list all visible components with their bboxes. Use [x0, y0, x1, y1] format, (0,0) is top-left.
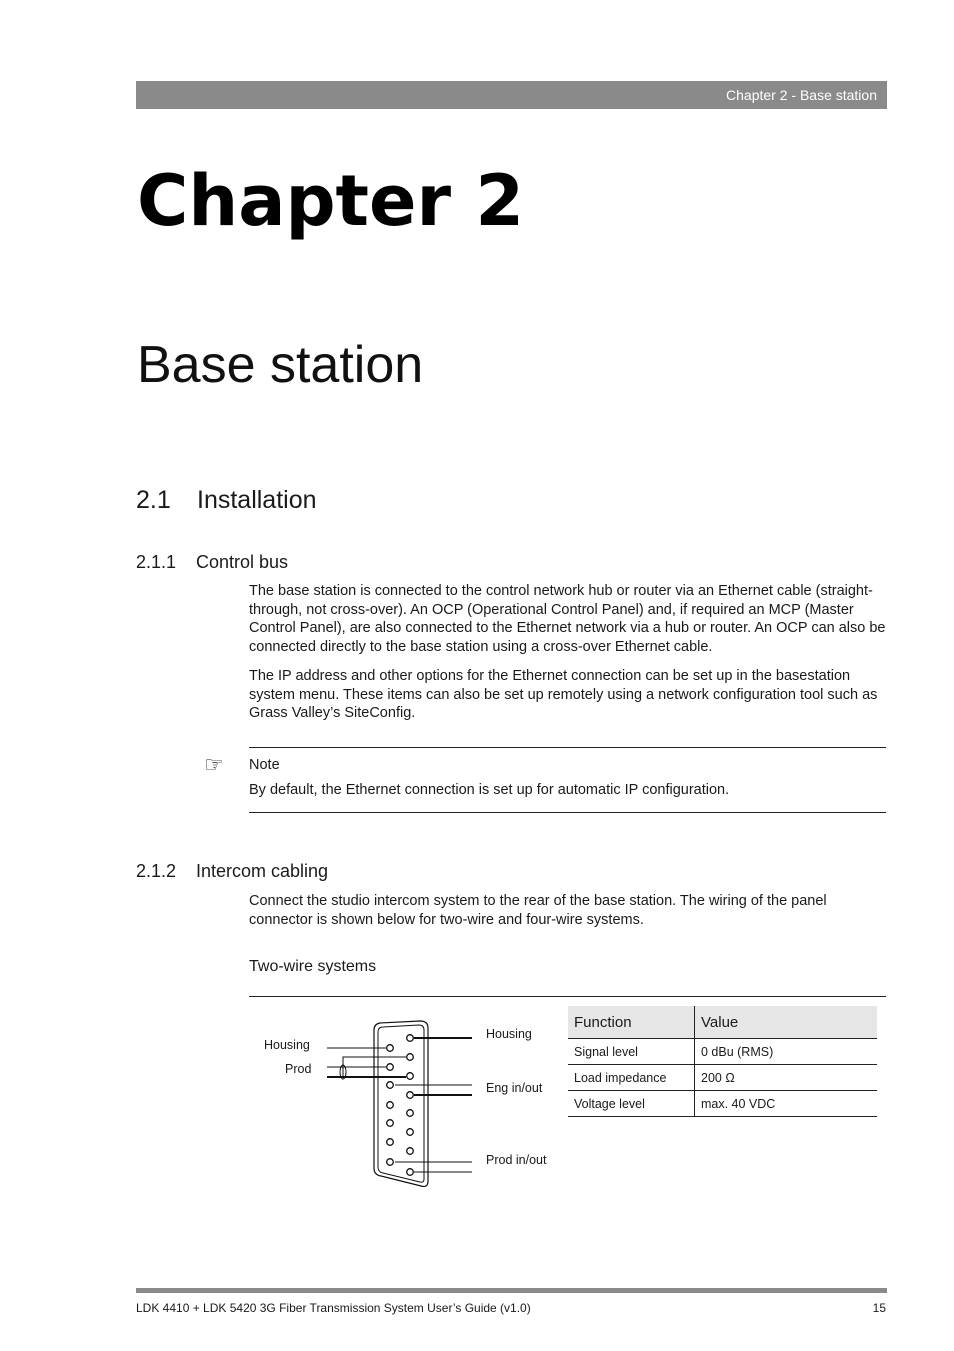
section-number: 2.1	[136, 486, 171, 514]
table-cell: Signal level	[568, 1039, 695, 1065]
running-title: Chapter 2 - Base station	[726, 87, 877, 103]
table-row	[568, 1065, 877, 1091]
wire-label: Housing	[486, 1027, 532, 1041]
subsection-number: 2.1.1	[136, 552, 177, 572]
table-row	[568, 1091, 877, 1117]
chapter-label: Chapter 2	[137, 160, 525, 242]
table-cell: Voltage level	[568, 1091, 695, 1117]
intercom-spec-table	[568, 1006, 877, 1117]
paragraph: The base station is connected to the control network hub or router via an Ethernet cable (straight-through, not cross-over). An OCP (Operational Control Panel) and, if required an MCP (Master Control Panel), are also connected to the Ethernet network via a hub or router. An OCP can also be connected directly to the base station using a cross-over Ethernet cable.	[249, 583, 886, 655]
table-row	[568, 1039, 877, 1065]
column-header: Value	[695, 1006, 878, 1039]
paragraph: Connect the studio intercom system to the rear of the base station. The wiring of the panel connector is shown below for two-wire and four-wire systems.	[249, 893, 827, 928]
connector-pins	[387, 1035, 414, 1176]
wire-label: Prod in/out	[486, 1153, 547, 1167]
chapter-title: Base station	[137, 336, 424, 394]
wire-label: Prod	[285, 1062, 312, 1076]
subsection-number: 2.1.2	[136, 861, 177, 881]
table-cell: 0 dBu (RMS)	[695, 1039, 878, 1065]
table-cell: 200 Ω	[695, 1065, 878, 1091]
column-header: Function	[568, 1006, 695, 1039]
section-title: Installation	[197, 486, 317, 514]
note-label: Note	[249, 757, 280, 773]
table-cell: Load impedance	[568, 1065, 695, 1091]
paragraph: The IP address and other options for the Ethernet connection can be set up in the basestation system menu. These items can also be set up remotely using a network configuration tool such as Grass Valley’s SiteConfig.	[249, 668, 878, 722]
footer-bar	[136, 1288, 887, 1293]
footer-doc-title: LDK 4410 + LDK 5420 3G Fiber Transmission System User’s Guide (v1.0)	[136, 1301, 531, 1315]
wire-label: Housing	[264, 1038, 310, 1052]
pointing-hand-icon: ☞	[204, 752, 224, 777]
note-text: By default, the Ethernet connection is set up for automatic IP configuration.	[249, 782, 730, 798]
table-header-row	[568, 1006, 877, 1039]
subsection-title: Intercom cabling	[196, 861, 329, 881]
subheading: Two-wire systems	[249, 958, 377, 975]
wire-label: Eng in/out	[486, 1081, 543, 1095]
page-number: 15	[872, 1301, 886, 1315]
subsection-title: Control bus	[196, 552, 289, 572]
table-cell: max. 40 VDC	[695, 1091, 878, 1117]
